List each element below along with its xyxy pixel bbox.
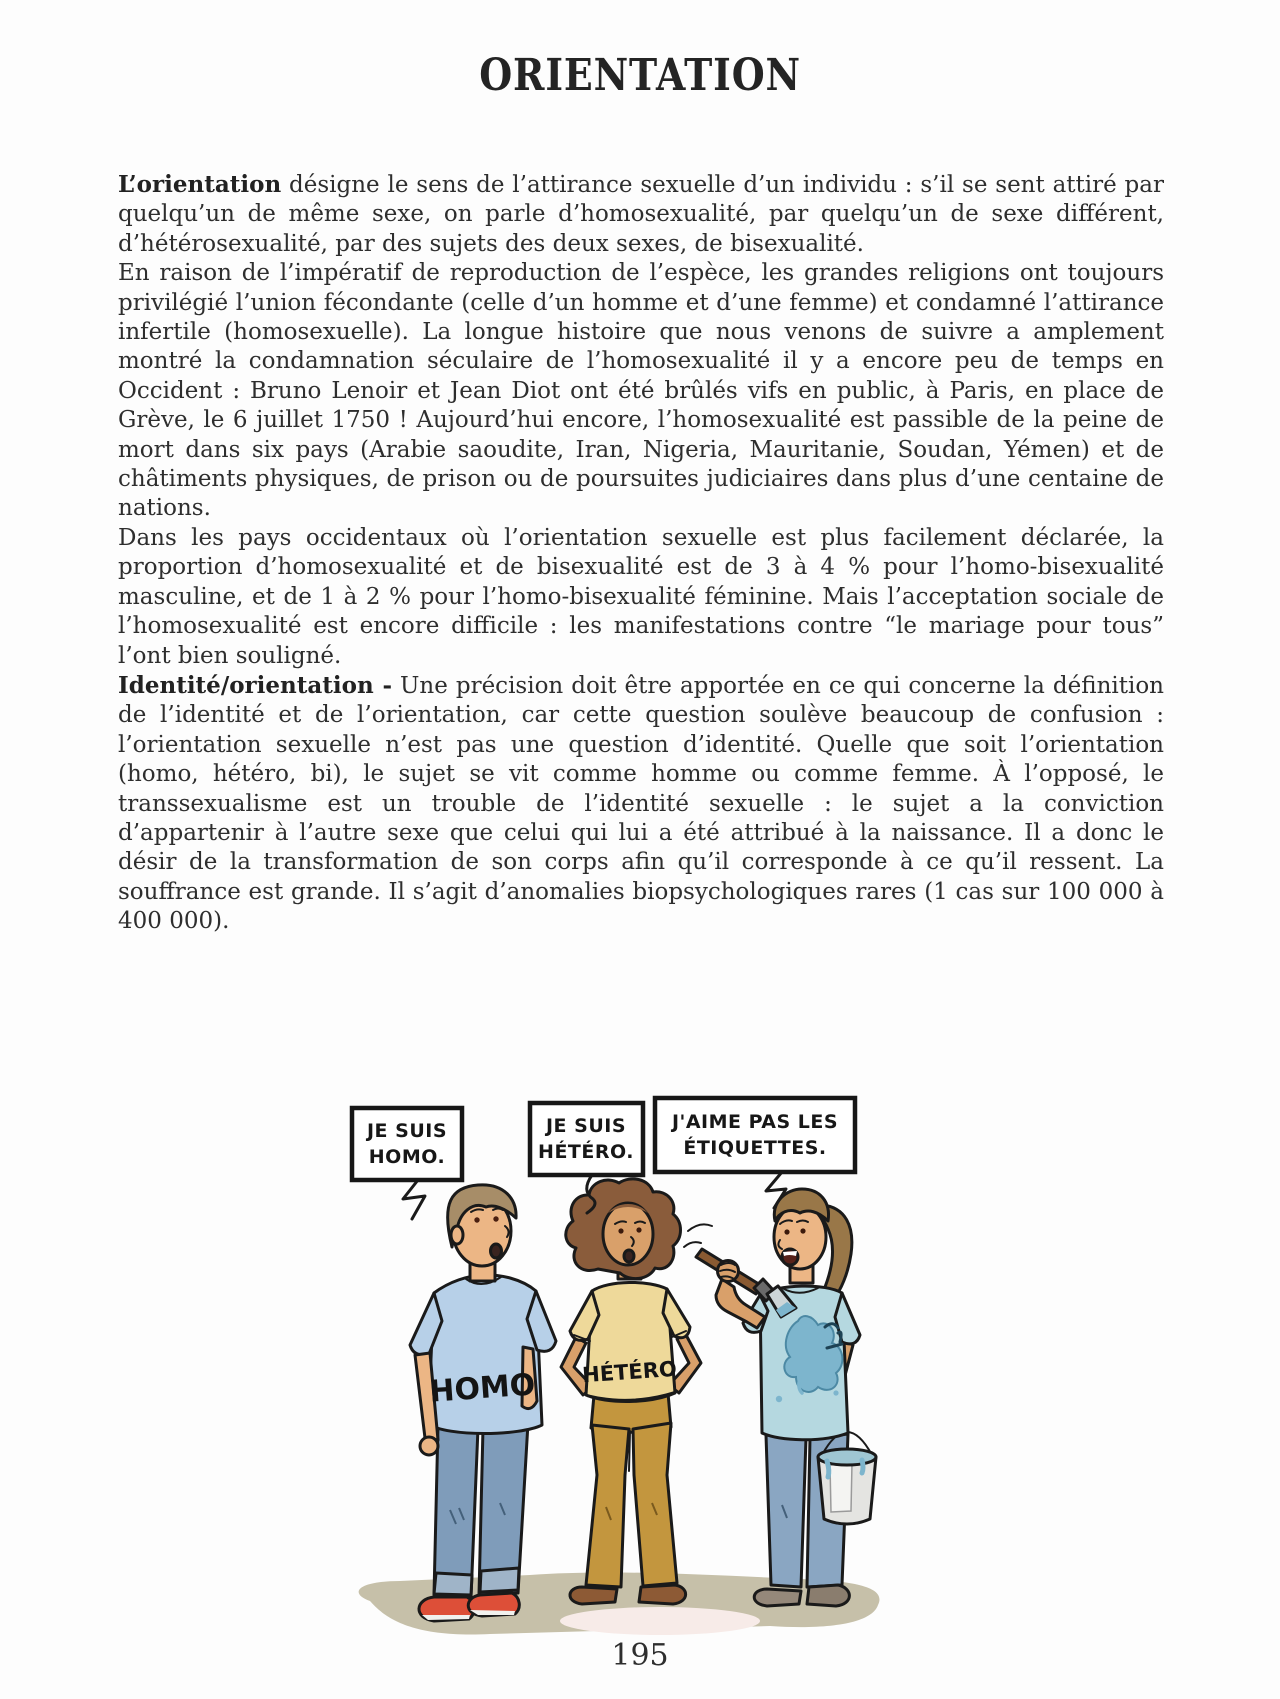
man-hand	[420, 1437, 438, 1455]
svg-text:ÉTIQUETTES.: ÉTIQUETTES.	[683, 1137, 827, 1159]
hetero-woman-figure	[561, 1179, 701, 1604]
man-figure	[410, 1185, 556, 1621]
paragraph-lead: Identité/orientation -	[118, 671, 392, 699]
gray-shoe	[754, 1589, 801, 1606]
man-shirt-label: HOMO	[428, 1367, 537, 1410]
page-title: ORIENTATION	[479, 50, 801, 101]
gray-shoe	[807, 1585, 849, 1606]
woman-shirt-label: HÉTÉRO	[581, 1356, 678, 1388]
cartoon-illustration	[330, 1005, 890, 1645]
svg-text:J'AIME PAS LES: J'AIME PAS LES	[671, 1111, 839, 1133]
svg-text:JE SUIS: JE SUIS	[545, 1115, 627, 1137]
speech-bubble-homo	[352, 1108, 462, 1219]
brown-shoe	[570, 1587, 617, 1604]
etiquette-woman-figure	[684, 1189, 876, 1606]
svg-text:HÉTÉRO.: HÉTÉRO.	[538, 1141, 634, 1163]
svg-text:JE SUIS: JE SUIS	[366, 1120, 448, 1142]
paragraph-lead: L’orientation	[118, 171, 282, 198]
paragraph-orientation: L’orientation désigne le sens de l’attirance sexuelle d’un individu : s’il se sent attiré par quelqu’un de même sexe, on parle d’homosexualité, par quelqu’un de sexe différent, d’hétérosexualité, par des sujets des deux sexes, de bisexualité.	[118, 171, 1164, 257]
paragraph-religions: En raison de l’impératif de reproduction de l’espèce, les grandes religions ont toujours privilégié l’union fécondante (celle d’un homme et d’une femme) et condamné l’attirance infertile (homosexuelle). La longue histoire que nous venons de suivre a amplement montré la condamnation séculaire de l’homosexualité il y a encore peu de temps en Occident : Bruno Lenoir et Jean Diot ont été brûlés vifs en public, à Paris, en place de Grève, le 6 juillet 1750 ! Aujourd’hui encore, l’homosexualité est passible de la peine de mort dans six pays (Arabie saoudite, Iran, Nigeria, Mauritanie, Soudan, Yémen) et de châtiments physiques, de prison ou de poursuites judiciaires dans plus d’une centaine de nations.	[118, 260, 1164, 522]
brown-shoe	[639, 1585, 686, 1604]
motion-lines	[684, 1224, 712, 1247]
svg-text:HOMO.: HOMO.	[368, 1146, 446, 1168]
paragraph-proportion: Dans les pays occidentaux où l’orientation sexuelle est plus facilement déclarée, la proportion d’homosexualité et de bisexualité est de 3 à 4 % pour l’homo-bisexualité masculine, et de 1 à 2 % pour l’homo-bisexualité féminine. Mais l’acceptation sociale de l’homosexualité est encore difficile : les manifestations contre “le mariage pour tous” l’ont bien souligné.	[118, 524, 1164, 669]
paragraph-identite: Identité/orientation - Une précision doit être apportée en ce qui concerne la définition de l’identité et de l’orientation, car cette question soulève beaucoup de confusion : l’orientation sexuelle n’est pas une question d’identité. Quelle que soit l’orientation (homo, hétéro, bi), le sujet se vit comme homme ou comme femme. À l’opposé, le transsexualisme est un trouble de l’identité sexuelle : le sujet a la conviction d’appartenir à l’autre sexe que celui qui lui a été attribué à la naissance. Il a donc le désir de la transformation de son corps afin qu’il corresponde à ce qu’il ressent. La souffrance est grande. Il s’agit d’anomalies biopsychologiques rares (1 cas sur 100 000 à 400 000).	[118, 671, 1164, 935]
page-number: 195	[611, 1638, 669, 1673]
speech-bubble-etiquettes	[655, 1098, 855, 1208]
body-text	[118, 170, 1164, 937]
